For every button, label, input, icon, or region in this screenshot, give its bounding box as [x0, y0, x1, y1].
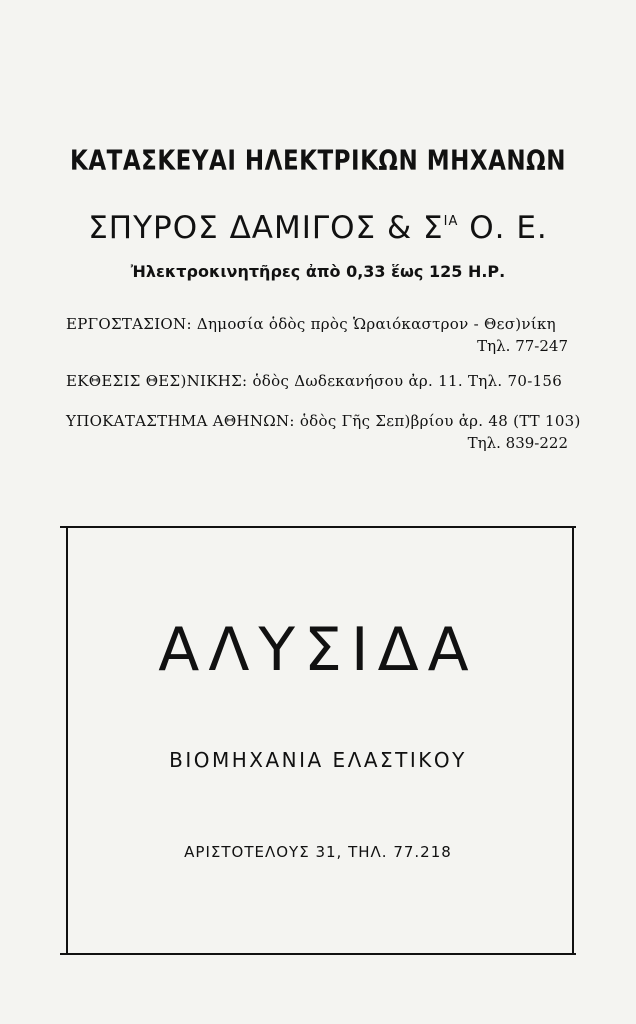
exhibition-line: ΕΚΘΕΣΙΣ ΘΕΣ)ΝΙΚΗΣ: ὁδὸς Δωδεκανήσου ἀρ. 11. Τηλ. 70-156 — [66, 372, 563, 390]
ad-frame — [66, 527, 574, 954]
industry-line: ΒΙΟΜΗΧΑΝΙΑ ΕΛΑΣΤΙΚΟΥ — [169, 748, 467, 772]
company-superscript: ΙΑ — [443, 214, 459, 229]
brand-name: ΑΛΥΣΙΔΑ — [158, 615, 478, 685]
address-line: ΑΡΙΣΤΟΤΕΛΟΥΣ 31, ΤΗΛ. 77.218 — [184, 843, 452, 861]
company-suffix: Ο. Ε. — [458, 210, 548, 246]
factory-phone: Τηλ. 77-247 — [477, 337, 568, 355]
branch-phone: Τηλ. 839-222 — [467, 434, 568, 452]
ad-bottom-rule — [60, 953, 576, 955]
generators-line: Ἠλεκτροκινητῆρες ἀπὸ 0,33 ἕως 125 Η.Ρ. — [130, 262, 506, 281]
company-name-main: ΣΠΥΡΟΣ ΔΑΜΙΓΟΣ & Σ — [88, 210, 444, 246]
company-name — [0, 210, 636, 246]
branch-line: ΥΠΟΚΑΤΑΣΤΗΜΑ ΑΘΗΝΩΝ: ὁδὸς Γῆς Σεπ)βρίου ἀρ. 48 (ΤΤ 103) — [66, 412, 581, 430]
factory-line: ΕΡΓΟΣΤΑΣΙΟΝ: Δημοσία ὁδὸς πρὸς Ὡραιόκαστρον - Θεσ)νίκη — [66, 315, 556, 333]
heading-electric-machines: ΚΑΤΑΣΚΕΥΑΙ ΗΛΕΚΤΡΙΚΩΝ ΜΗΧΑΝΩΝ — [70, 145, 566, 177]
